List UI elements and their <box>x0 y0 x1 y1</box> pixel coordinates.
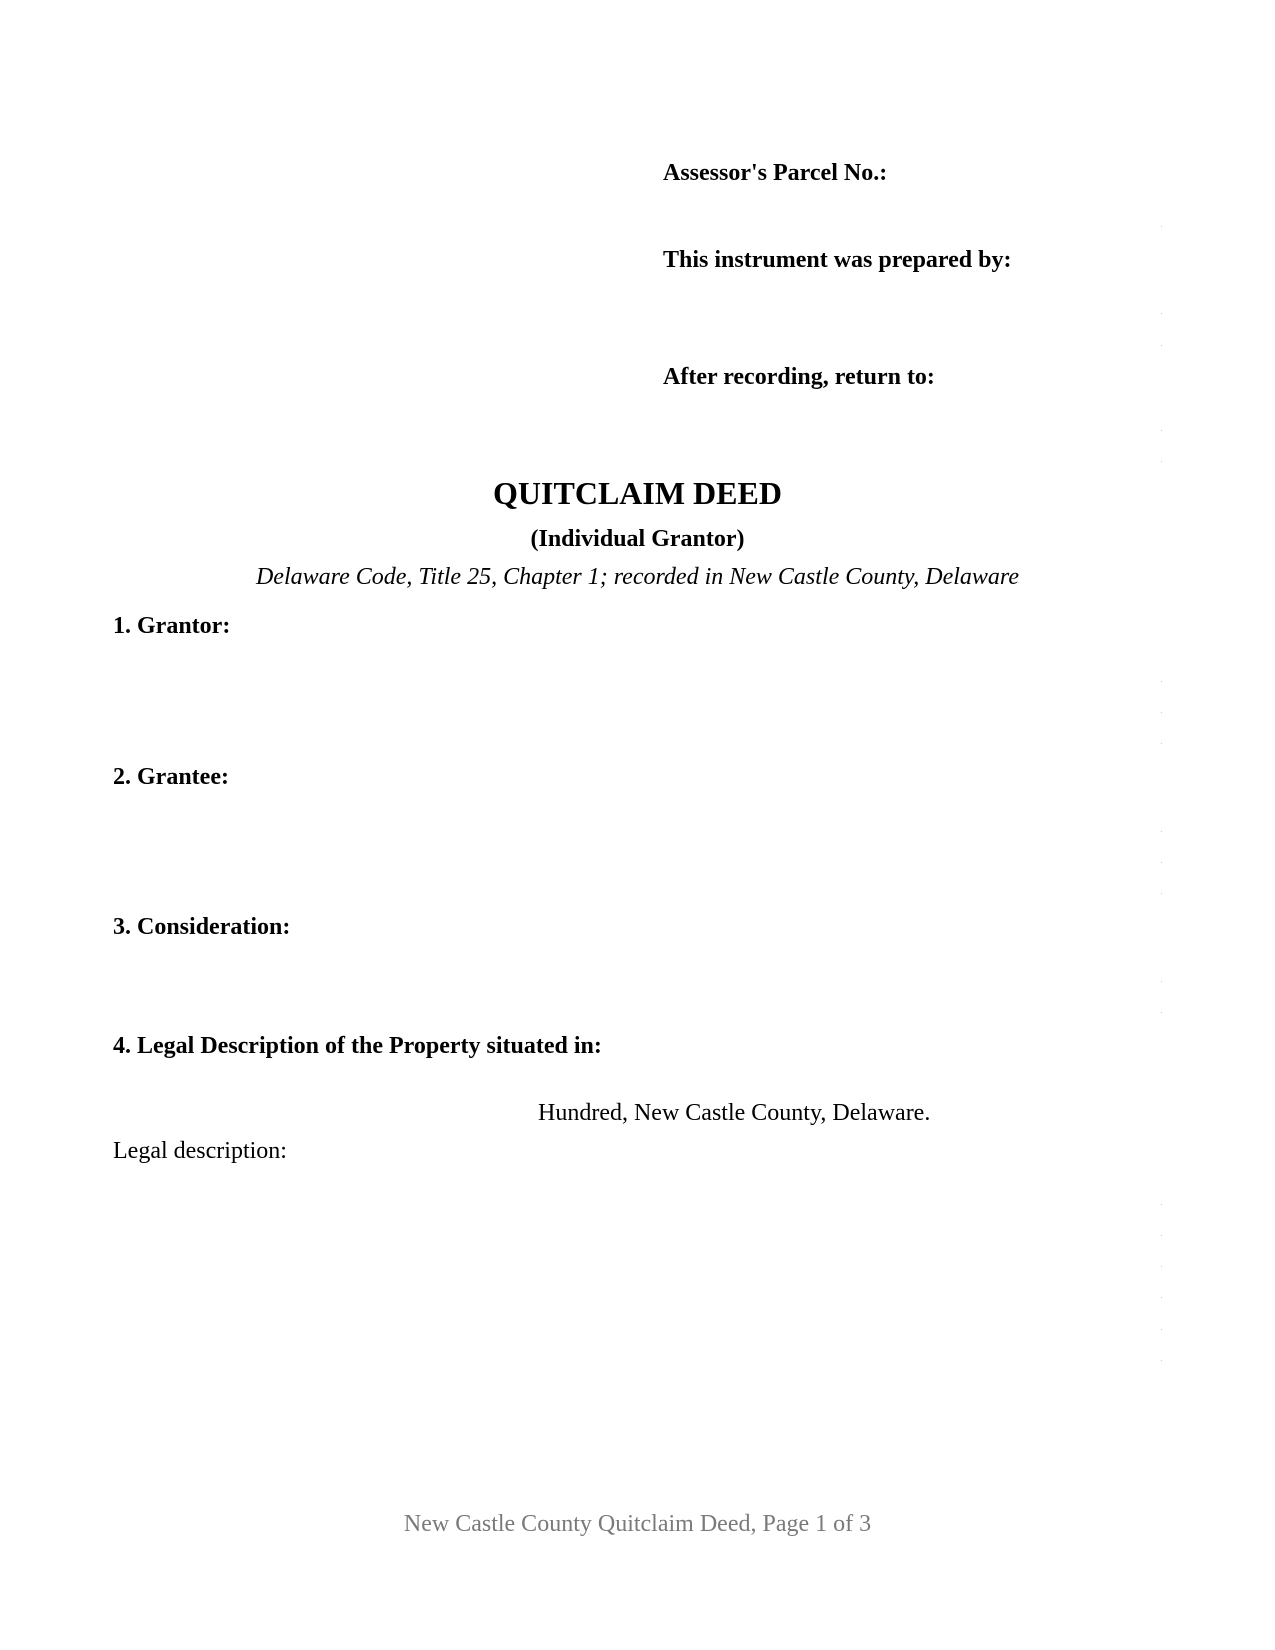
statutory-reference: Delaware Code, Title 25, Chapter 1; recorded in New Castle County, Delaware <box>255 564 1020 590</box>
property-location-line: Hundred, New Castle County, Delaware. <box>538 1100 931 1126</box>
document-title: QUITCLAIM DEED <box>493 475 782 511</box>
margin-guide-dots <box>1161 0 1165 1650</box>
grantor-heading: 1. Grantor: <box>113 613 231 639</box>
page-footer: New Castle County Quitclaim Deed, Page 1 of 3 <box>403 1511 872 1537</box>
prepared-by-label: This instrument was prepared by: <box>663 247 1012 273</box>
parcel-number-label: Assessor's Parcel No.: <box>663 160 888 186</box>
grantee-heading: 2. Grantee: <box>113 764 229 790</box>
document-subtitle: (Individual Grantor) <box>530 526 745 552</box>
consideration-heading: 3. Consideration: <box>113 914 291 940</box>
legal-description-heading: 4. Legal Description of the Property situated in: <box>113 1033 602 1059</box>
return-to-label: After recording, return to: <box>663 364 935 390</box>
legal-description-label: Legal description: <box>113 1138 287 1164</box>
